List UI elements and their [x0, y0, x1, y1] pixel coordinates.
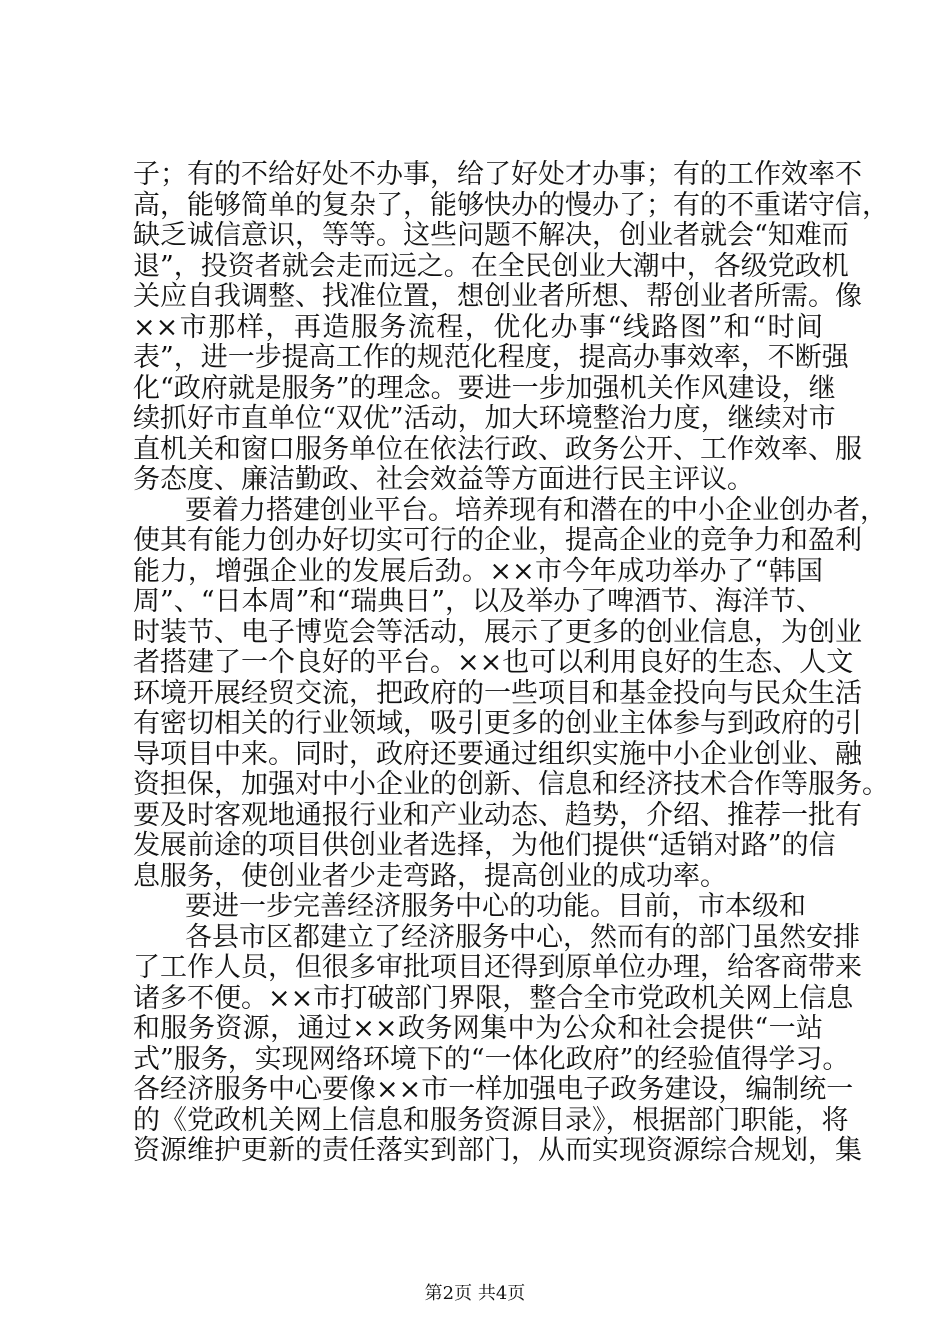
- text-line: ××市那样，再造服务流程，优化办事“线路图”和“时间: [133, 312, 823, 343]
- text-line: 环境开展经贸交流，把政府的一些项目和基金投向与民众生活: [133, 678, 862, 709]
- text-line: 发展前途的项目供创业者选择，为他们提供“适销对路”的信: [133, 830, 836, 861]
- text-line: 的《党政机关网上信息和服务资源目录》，根据部门职能，将: [133, 1105, 849, 1136]
- text-line: 续抓好市直单位“双优”活动，加大环境整治力度，继续对市: [133, 403, 836, 434]
- paragraph-first-line: 要进一步完善经济服务中心的功能。目前，市本级和: [185, 891, 806, 922]
- text-line: 子；有的不给好处不办事，给了好处才办事；有的工作效率不: [133, 159, 862, 190]
- text-line: 有密切相关的行业领域，吸引更多的创业主体参与到政府的引: [133, 708, 862, 739]
- text-line: 周”、“日本周”和“瑞典日”，以及举办了啤酒节、海洋节、: [133, 586, 824, 617]
- text-line: 退”，投资者就会走而远之。在全民创业大潮中，各级党政机: [133, 251, 849, 282]
- text-line: 要及时客观地通报行业和产业动态、趋势，介绍、推荐一批有: [133, 800, 862, 831]
- text-line: 息服务，使创业者少走弯路，提高创业的成功率。: [133, 861, 727, 892]
- text-line: 关应自我调整、找准位置，想创业者所想、帮创业者所需。像: [133, 281, 862, 312]
- paragraph-first-line: 要着力搭建创业平台。培养现有和潜在的中小企业创办者，: [185, 495, 887, 526]
- text-line: 直机关和窗口服务单位在依法行政、政务公开、工作效率、服: [133, 434, 862, 465]
- text-line: 缺乏诚信意识，等等。这些问题不解决，创业者就会“知难而: [133, 220, 849, 251]
- text-line: 者搭建了一个良好的平台。××也可以利用良好的生态、人文: [133, 647, 854, 678]
- text-line: 务态度、廉洁勤政、社会效益等方面进行民主评议。: [133, 464, 754, 495]
- text-line: 和服务资源，通过××政务网集中为公众和社会提供“一站: [133, 1013, 823, 1044]
- paragraph-first-line: 各县市区都建立了经济服务中心，然而有的部门虽然安排: [185, 922, 860, 953]
- text-line: 各经济服务中心要像××市一样加强电子政务建设，编制统一: [133, 1074, 854, 1105]
- page-footer: [0, 1282, 950, 1306]
- text-line: 使其有能力创办好切实可行的企业，提高企业的竞争力和盈利: [133, 525, 862, 556]
- text-line: 表”，进一步提高工作的规范化程度，提高办事效率，不断强: [133, 342, 849, 373]
- text-line: 资源维护更新的责任落实到部门，从而实现资源综合规划，集: [133, 1135, 862, 1166]
- text-line: 能力，增强企业的发展后劲。××市今年成功举办了“韩国: [133, 556, 823, 587]
- text-line: 高，能够简单的复杂了，能够快办的慢办了；有的不重诺守信，: [133, 190, 889, 221]
- text-line: 时装节、电子博览会等活动，展示了更多的创业信息，为创业: [133, 617, 862, 648]
- text-line: 了工作人员，但很多审批项目还得到原单位办理，给客商带来: [133, 952, 862, 983]
- page-number-label: 第2页 共4页: [424, 1283, 526, 1304]
- text-line: 资担保，加强对中小企业的创新、信息和经济技术合作等服务。: [133, 769, 889, 800]
- text-line: 式”服务，实现网络环境下的“一体化政府”的经验值得学习。: [133, 1044, 850, 1075]
- text-line: 诸多不便。××市打破部门界限，整合全市党政机关网上信息: [133, 983, 854, 1014]
- text-line: 导项目中来。同时，政府还要通过组织实施中小企业创业、融: [133, 739, 862, 770]
- text-line: 化“政府就是服务”的理念。要进一步加强机关作风建设，继: [133, 373, 836, 404]
